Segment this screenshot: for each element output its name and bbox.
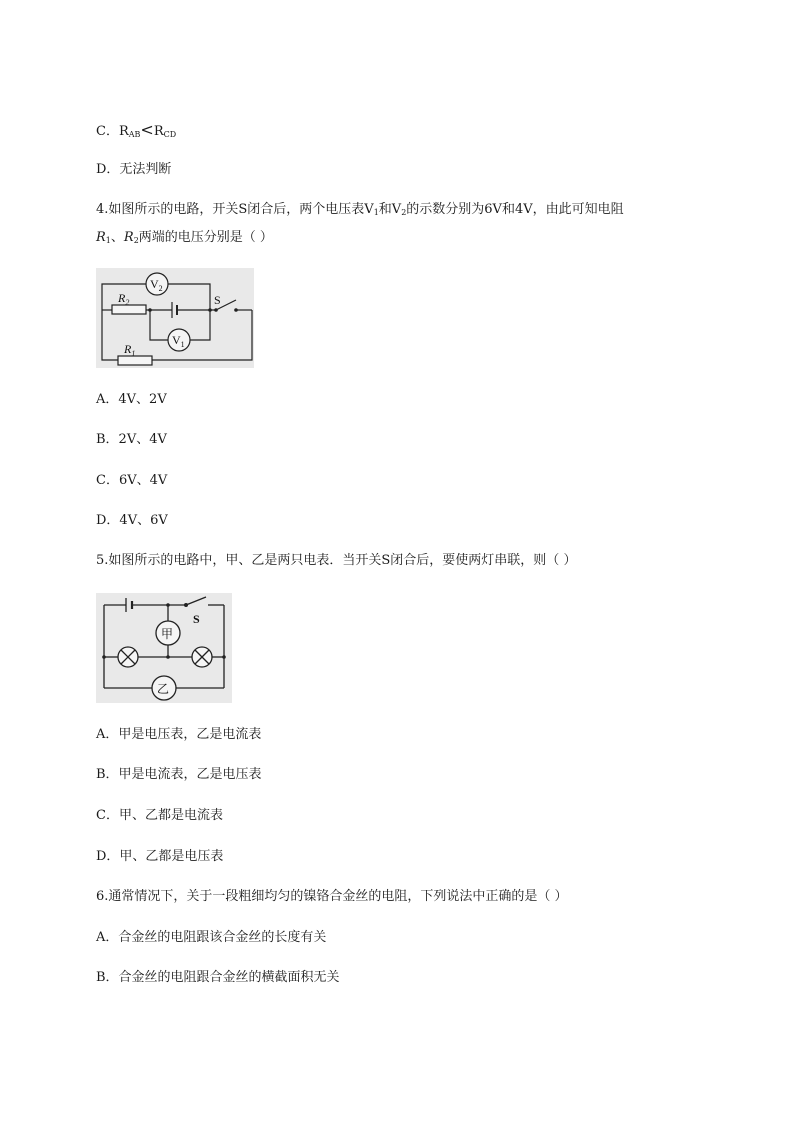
relation-sign: < <box>140 120 154 139</box>
switch-s-label: S <box>193 612 200 626</box>
q4-option-d: D．4V、6V <box>96 513 168 528</box>
q5-circuit-diagram <box>96 593 232 703</box>
resistor-r1-label: $R_1$ <box>124 342 136 358</box>
q4-stem <box>96 201 624 222</box>
resistor-r2-label: $R_2$ <box>118 291 130 307</box>
subscript: 2 <box>401 208 407 217</box>
q3-option-c <box>96 121 176 144</box>
q3-option-d: D．无法判断 <box>96 162 172 177</box>
q4-stem-line2 <box>96 229 273 250</box>
subscript: 2 <box>133 236 139 245</box>
resistance-symbol: R <box>118 124 129 139</box>
text: 4.如图所示的电路，开关S闭合后，两个电压表V <box>96 202 374 217</box>
subscript: CD <box>163 130 177 139</box>
q4-circuit-diagram <box>96 268 254 368</box>
separator: 、 <box>110 230 124 245</box>
text: 的示数分别为6V和4V，由此可知电阻 <box>406 202 624 217</box>
subscript: 1 <box>373 208 379 217</box>
text: 两端的电压分别是（ ） <box>138 230 273 245</box>
voltmeter-v1-label: $V_1$ <box>172 333 185 349</box>
subscript: AB <box>128 130 141 139</box>
q5-circuit-figure <box>96 593 232 703</box>
meter-jia-label: 甲 <box>161 627 174 641</box>
q6-stem: 6.通常情况下，关于一段粗细均匀的镍铬合金丝的电阻，下列说法中正确的是（ ） <box>96 889 568 904</box>
q4-option-b: B．2V、4V <box>96 432 167 447</box>
q5-stem: 5.如图所示的电路中，甲、乙是两只电表．当开关S闭合后，要使两灯串联，则（ ） <box>96 553 577 568</box>
resistance-symbol: R <box>153 124 164 139</box>
resistor-symbol: R <box>123 230 134 245</box>
q6-option-b: B．合金丝的电阻跟合金丝的横截面积无关 <box>96 970 340 985</box>
q4-option-a: A．4V、2V <box>96 392 167 407</box>
q4-circuit-figure <box>96 268 254 368</box>
q4-option-c: C．6V、4V <box>96 473 168 488</box>
q5-option-d: D．甲、乙都是电压表 <box>96 849 224 864</box>
option-letter: C． <box>96 124 119 139</box>
resistor-symbol: R <box>96 230 106 245</box>
q5-option-b: B．甲是电流表，乙是电压表 <box>96 767 262 782</box>
subscript: 1 <box>105 236 111 245</box>
meter-yi-label: 乙 <box>157 682 170 696</box>
q5-option-c: C．甲、乙都是电流表 <box>96 808 223 823</box>
q5-option-a: A．甲是电压表，乙是电流表 <box>96 727 262 742</box>
voltmeter-v2-label: $V_2$ <box>150 277 163 293</box>
q6-option-a: A．合金丝的电阻跟该合金丝的长度有关 <box>96 930 327 945</box>
switch-s-label: S <box>214 293 221 307</box>
text: 和V <box>378 202 402 217</box>
